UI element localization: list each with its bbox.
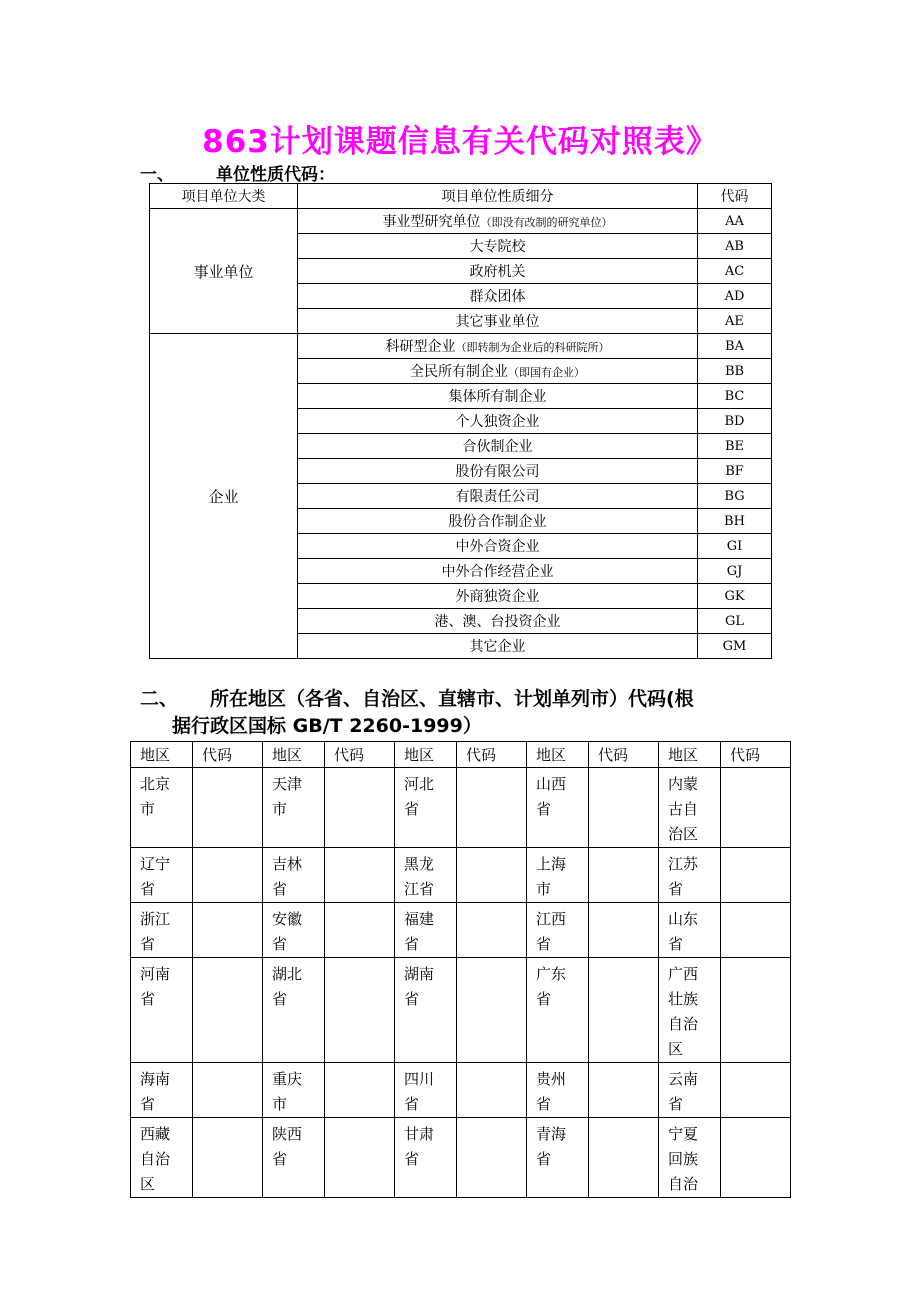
region-name-cell [131, 903, 193, 958]
region-name-line: 内蒙 [668, 775, 699, 793]
region-name-line: 陕西 [272, 1125, 303, 1143]
table-row [131, 958, 791, 1063]
table-row [131, 848, 791, 903]
region-code-cell [325, 1118, 395, 1198]
code-cell: BB [698, 359, 772, 384]
region-name-line: 市 [536, 880, 552, 898]
region-code-table [130, 741, 791, 1198]
subtype-name: 全民所有制企业 [410, 364, 508, 380]
region-name-line: 省 [536, 990, 552, 1008]
region-code-cell [325, 768, 395, 848]
region-name-line: 省 [668, 1095, 684, 1113]
header-code: 代码 [589, 742, 659, 768]
region-name-line: 省 [272, 935, 288, 953]
region-code-cell [193, 1063, 263, 1118]
code-cell: BA [698, 334, 772, 359]
region-name-cell [263, 958, 325, 1063]
section2-number: 二、 [140, 688, 179, 710]
code-cell: AC [698, 259, 772, 284]
region-code-cell [721, 1118, 791, 1198]
subtype-name: 股份有限公司 [455, 464, 540, 480]
subtype-cell [298, 234, 698, 259]
region-name-cell [263, 1118, 325, 1198]
region-code-cell [193, 1118, 263, 1198]
region-name-line: 省 [404, 1095, 420, 1113]
subtype-note: （即转制为企业后的科研院所） [455, 341, 610, 354]
region-name-line: 上海 [536, 855, 567, 873]
region-code-cell [457, 1118, 527, 1198]
header-region: 地区 [395, 742, 457, 768]
code-cell: AD [698, 284, 772, 309]
region-name-line: 广东 [536, 965, 567, 983]
region-code-cell [193, 848, 263, 903]
region-name-cell [263, 903, 325, 958]
subtype-cell [298, 359, 698, 384]
region-name-line: 自治 [668, 1175, 699, 1193]
region-name-line: 江苏 [668, 855, 699, 873]
subtype-name: 其它企业 [469, 639, 526, 655]
region-name-line: 省 [536, 1095, 552, 1113]
subtype-name: 科研型企业 [385, 339, 456, 355]
section1-number: 一、 [140, 165, 174, 185]
region-name-line: 四川 [404, 1070, 435, 1088]
region-code-cell [589, 958, 659, 1063]
header-category: 项目单位大类 [150, 184, 298, 209]
page-title: 863计划课题信息有关代码对照表》 [202, 124, 718, 160]
code-cell: GM [698, 634, 772, 659]
region-name-line: 重庆 [272, 1070, 303, 1088]
region-code-cell [589, 768, 659, 848]
region-code-cell [721, 848, 791, 903]
subtype-cell [298, 309, 698, 334]
header-code: 代码 [698, 184, 772, 209]
subtype-cell [298, 434, 698, 459]
region-name-line: 山东 [668, 910, 699, 928]
region-name-cell [131, 1118, 193, 1198]
region-name-line: 壮族 [668, 990, 699, 1008]
region-name-line: 省 [668, 880, 684, 898]
category-cell: 事业单位 [150, 209, 298, 334]
region-name-cell [131, 1063, 193, 1118]
region-name-line: 黑龙 [404, 855, 435, 873]
header-region: 地区 [131, 742, 193, 768]
section2-heading [140, 686, 780, 740]
region-name-line: 北京 [140, 775, 171, 793]
region-code-cell [457, 768, 527, 848]
region-name-line: 古自 [668, 800, 699, 818]
unit-type-table [149, 183, 772, 659]
subtype-cell [298, 409, 698, 434]
subtype-cell [298, 384, 698, 409]
code-cell: AB [698, 234, 772, 259]
section1-title: 单位性质代码： [216, 165, 335, 185]
subtype-name: 股份合作制企业 [448, 514, 547, 530]
subtype-cell [298, 484, 698, 509]
region-code-cell [721, 903, 791, 958]
region-code-cell [721, 1063, 791, 1118]
region-code-cell [721, 768, 791, 848]
header-code: 代码 [721, 742, 791, 768]
subtype-name: 政府机关 [469, 264, 526, 280]
subtype-name: 个人独资企业 [455, 414, 540, 430]
region-name-line: 天津 [272, 775, 303, 793]
header-region: 地区 [263, 742, 325, 768]
region-name-line: 自治 [668, 1015, 699, 1033]
region-name-cell [131, 848, 193, 903]
region-name-line: 市 [272, 1095, 288, 1113]
subtype-name: 港、澳、台投资企业 [434, 614, 561, 630]
region-name-line: 省 [536, 1150, 552, 1168]
region-name-line: 辽宁 [140, 855, 171, 873]
region-code-cell [721, 958, 791, 1063]
region-name-line: 回族 [668, 1150, 699, 1168]
region-code-cell [457, 1063, 527, 1118]
subtype-name: 群众团体 [469, 289, 526, 305]
region-name-line: 贵州 [536, 1070, 567, 1088]
subtype-name: 其它事业单位 [455, 314, 540, 330]
region-name-cell [659, 958, 721, 1063]
header-region: 地区 [527, 742, 589, 768]
region-name-cell [131, 768, 193, 848]
region-name-line: 云南 [668, 1070, 699, 1088]
code-cell: BE [698, 434, 772, 459]
region-name-cell [659, 848, 721, 903]
region-name-cell [659, 768, 721, 848]
region-name-line: 省 [404, 990, 420, 1008]
region-code-cell [457, 903, 527, 958]
region-name-line: 吉林 [272, 855, 303, 873]
region-name-line: 河南 [140, 965, 171, 983]
section1-heading [140, 160, 335, 185]
region-name-line: 区 [668, 1040, 684, 1058]
region-name-cell [395, 848, 457, 903]
region-name-line: 省 [140, 1095, 156, 1113]
section2-title-line2: 据行政区国标 GB/T 2260-1999） [172, 715, 482, 737]
region-name-line: 省 [140, 935, 156, 953]
region-name-line: 省 [404, 800, 420, 818]
subtype-cell [298, 334, 698, 359]
header-code: 代码 [457, 742, 527, 768]
region-name-line: 自治 [140, 1150, 171, 1168]
region-name-cell [395, 903, 457, 958]
code-cell: BC [698, 384, 772, 409]
subtype-cell [298, 534, 698, 559]
region-name-line: 省 [404, 935, 420, 953]
region-code-cell [193, 768, 263, 848]
table-row [131, 768, 791, 848]
region-name-line: 宁夏 [668, 1125, 699, 1143]
table-row [150, 209, 772, 234]
code-cell: BF [698, 459, 772, 484]
region-code-cell [589, 848, 659, 903]
code-cell: GL [698, 609, 772, 634]
region-name-cell [263, 848, 325, 903]
region-name-line: 福建 [404, 910, 435, 928]
code-cell: BH [698, 509, 772, 534]
section2-title-line1: 所在地区（各省、自治区、直辖市、计划单列市）代码(根 [210, 688, 694, 710]
code-cell: AA [698, 209, 772, 234]
region-name-cell [659, 903, 721, 958]
region-name-line: 河北 [404, 775, 435, 793]
category-cell: 企业 [150, 334, 298, 659]
region-name-line: 省 [272, 1150, 288, 1168]
region-name-line: 海南 [140, 1070, 171, 1088]
region-code-cell [457, 848, 527, 903]
region-name-cell [263, 768, 325, 848]
subtype-name: 合伙制企业 [462, 439, 533, 455]
code-cell: AE [698, 309, 772, 334]
region-name-cell [395, 958, 457, 1063]
region-name-line: 省 [140, 990, 156, 1008]
region-code-cell [589, 1063, 659, 1118]
region-name-line: 市 [140, 800, 156, 818]
header-region: 地区 [659, 742, 721, 768]
region-code-cell [193, 958, 263, 1063]
region-name-cell [659, 1118, 721, 1198]
region-code-cell [325, 903, 395, 958]
subtype-cell [298, 559, 698, 584]
region-name-line: 湖南 [404, 965, 435, 983]
region-name-line: 省 [536, 935, 552, 953]
region-name-line: 浙江 [140, 910, 171, 928]
subtype-cell [298, 634, 698, 659]
region-name-line: 省 [272, 880, 288, 898]
subtype-name: 大专院校 [469, 239, 526, 255]
subtype-cell [298, 209, 698, 234]
region-name-cell [527, 848, 589, 903]
region-name-line: 治区 [668, 825, 699, 843]
region-name-cell [659, 1063, 721, 1118]
table-row [131, 1118, 791, 1198]
region-name-cell [527, 1063, 589, 1118]
code-cell: GK [698, 584, 772, 609]
subtype-name: 中外合作经营企业 [441, 564, 554, 580]
subtype-cell [298, 509, 698, 534]
region-name-line: 省 [668, 935, 684, 953]
subtype-name: 中外合资企业 [455, 539, 540, 555]
subtype-cell [298, 284, 698, 309]
region-name-line: 省 [272, 990, 288, 1008]
subtype-name: 有限责任公司 [455, 489, 540, 505]
region-name-cell [527, 958, 589, 1063]
region-name-cell [131, 958, 193, 1063]
region-code-cell [193, 903, 263, 958]
region-name-line: 青海 [536, 1125, 567, 1143]
region-name-line: 广西 [668, 965, 699, 983]
region-name-line: 山西 [536, 775, 567, 793]
region-name-line: 湖北 [272, 965, 303, 983]
region-name-line: 省 [536, 800, 552, 818]
subtype-cell [298, 459, 698, 484]
table-row [150, 334, 772, 359]
region-name-line: 甘肃 [404, 1125, 435, 1143]
region-name-cell [527, 768, 589, 848]
region-name-line: 江省 [404, 880, 435, 898]
region-name-cell [395, 1118, 457, 1198]
subtype-name: 事业型研究单位 [382, 214, 481, 230]
subtype-name: 外商独资企业 [455, 589, 540, 605]
code-cell: GJ [698, 559, 772, 584]
region-code-cell [325, 848, 395, 903]
region-name-line: 江西 [536, 910, 567, 928]
region-name-cell [263, 1063, 325, 1118]
region-code-cell [589, 1118, 659, 1198]
subtype-note: （即没有改制的研究单位） [480, 216, 613, 229]
header-subtype: 项目单位性质细分 [298, 184, 698, 209]
region-code-cell [457, 958, 527, 1063]
subtype-cell [298, 584, 698, 609]
region-code-cell [325, 958, 395, 1063]
header-code: 代码 [325, 742, 395, 768]
header-code: 代码 [193, 742, 263, 768]
region-name-line: 西藏 [140, 1125, 171, 1143]
subtype-cell [298, 259, 698, 284]
region-name-cell [527, 903, 589, 958]
region-name-cell [527, 1118, 589, 1198]
region-code-cell [589, 903, 659, 958]
subtype-cell [298, 609, 698, 634]
region-code-cell [325, 1063, 395, 1118]
region-name-line: 省 [404, 1150, 420, 1168]
code-cell: BD [698, 409, 772, 434]
region-name-line: 省 [140, 880, 156, 898]
region-name-cell [395, 768, 457, 848]
code-cell: BG [698, 484, 772, 509]
region-name-line: 区 [140, 1175, 156, 1193]
subtype-name: 集体所有制企业 [448, 389, 547, 405]
region-name-line: 市 [272, 800, 288, 818]
subtype-note: （即国有企业） [508, 366, 585, 379]
region-name-cell [395, 1063, 457, 1118]
code-cell: GI [698, 534, 772, 559]
region-name-line: 安徽 [272, 910, 303, 928]
table-row [131, 903, 791, 958]
table-row [131, 1063, 791, 1118]
